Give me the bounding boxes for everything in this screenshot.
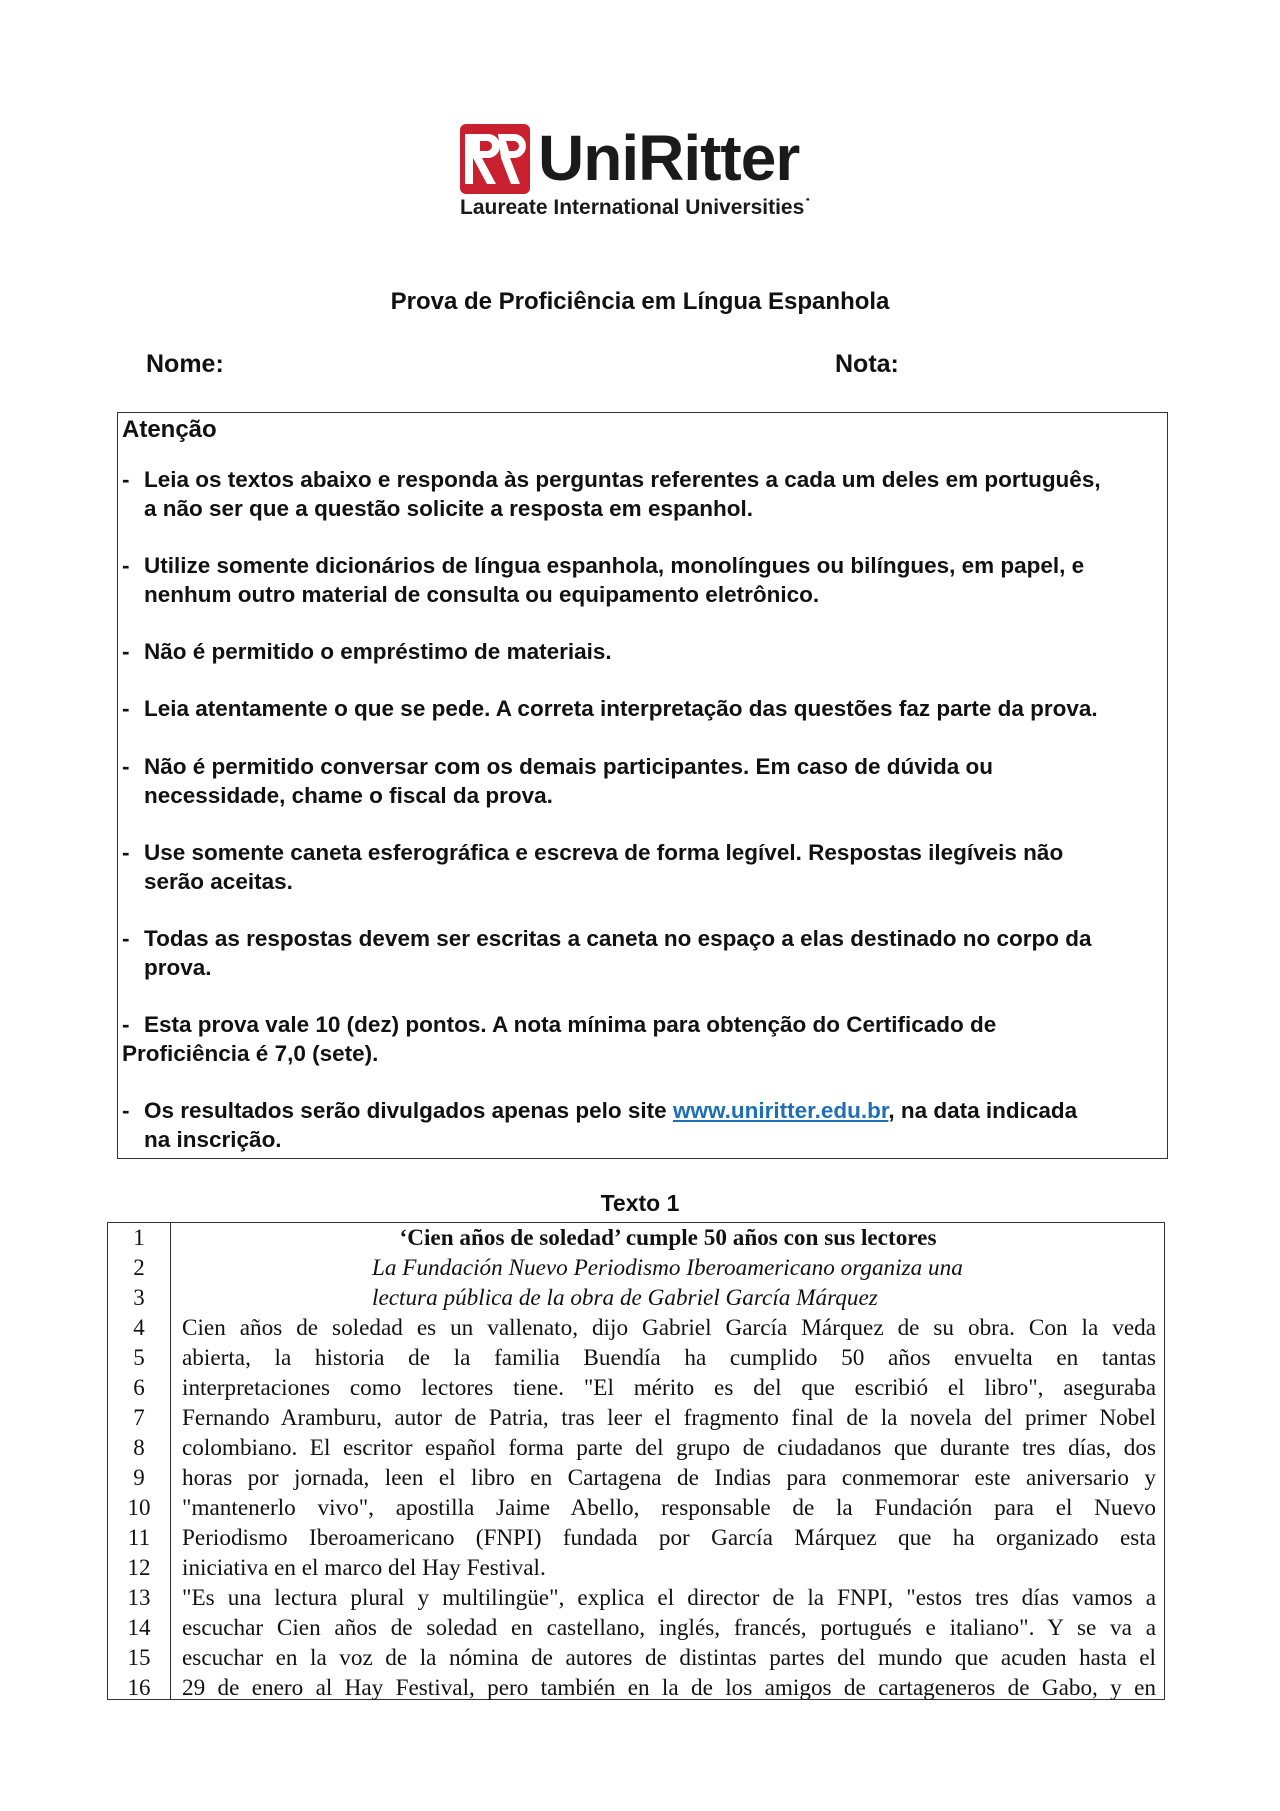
attention-item: - Leia os textos abaixo e responda às perguntas referentes a cada um deles em português, a não ser que a questão solicite a resposta em espanhol. (122, 467, 1101, 521)
uniritter-website-link[interactable]: www.uniritter.edu.br (672, 1098, 889, 1123)
attention-item: - Use somente caneta esferográfica e escreva de forma legível. Respostas ilegíveis não serão aceitas. (122, 840, 1064, 894)
text1-headline: ‘Cien años de soledad’ cumple 50 años con sus lectores (399, 1225, 937, 1251)
text1-body-line: colombiano. El escritor español forma parte del grupo de ciudadanos que durante tres días, dos (182, 1435, 1156, 1461)
text1-body-line: abierta, la historia de la familia Buendía ha cumplido 50 años envuelta en tantas (182, 1345, 1156, 1371)
attention-item: - Os resultados serão divulgados apenas pelo site www.uniritter.edu.br, na data indicada na inscrição. (122, 1098, 1078, 1152)
text1-subtitle: La Fundación Nuevo Periodismo Iberoamericano organiza una (372, 1255, 963, 1281)
line-number: 9 (133, 1465, 145, 1490)
line-number: 7 (133, 1405, 145, 1430)
grade-label: Nota: (835, 350, 899, 378)
line-number: 5 (133, 1345, 145, 1370)
text1-body-line: Cien años de soledad es un vallenato, dijo Gabriel García Márquez de su obra. Con la veda (182, 1315, 1156, 1341)
text1-body-line: horas por jornada, leen el libro en Cartagena de Indias para conmemorar este aniversario y (182, 1465, 1156, 1491)
line-number-column (108, 1223, 171, 1699)
text1-body-line: iniciativa en el marco del Hay Festival. (182, 1555, 546, 1581)
text1-body-line: "mantenerlo vivo", apostilla Jaime Abello, responsable de la Fundación para el Nuevo (182, 1495, 1156, 1521)
text1-subtitle: lectura pública de la obra de Gabriel García Márquez (372, 1285, 878, 1311)
text1-body-line: escuchar Cien años de soledad en castellano, inglés, francés, portugués e italiano". Y se va a (182, 1615, 1156, 1641)
text1-body-line: Fernando Aramburu, autor de Patria, tras leer el fragmento final de la novela del primer Nobel (182, 1405, 1156, 1431)
text1-body-line: 29 de enero al Hay Festival, pero también en la de los amigos de cartageneros de Gabo, y en (182, 1675, 1156, 1701)
attention-heading: Atenção (122, 416, 217, 443)
attention-box (117, 412, 1168, 1159)
attention-item: - Não é permitido conversar com os demais participantes. Em caso de dúvida ou necessidade, chame o fiscal da prova. (122, 754, 994, 808)
line-number: 2 (133, 1255, 145, 1280)
text1-table (107, 1222, 1165, 1700)
line-number: 3 (133, 1285, 145, 1310)
logo-wordmark: UniRitter (538, 122, 800, 194)
uniritter-logo-mark-icon (458, 122, 532, 196)
text1-label: Texto 1 (600, 1190, 680, 1216)
line-number: 1 (133, 1225, 145, 1250)
line-number: 15 (127, 1645, 151, 1670)
line-number: 11 (127, 1525, 151, 1550)
attention-item: - Esta prova vale 10 (dez) pontos. A nota mínima para obtenção do Certificado de Proficiência é 7,0 (sete). (122, 1012, 997, 1066)
attention-item: - Não é permitido o empréstimo de materiais. (122, 639, 612, 664)
line-number: 13 (127, 1585, 151, 1610)
attention-item: - Leia atentamente o que se pede. A correta interpretação das questões faz parte da prova. (122, 696, 1098, 721)
line-number: 4 (133, 1315, 145, 1340)
line-number: 6 (133, 1375, 145, 1400)
line-number: 16 (127, 1675, 151, 1700)
text1-body-line: "Es una lectura plural y multilingüe", explica el director de la FNPI, "estos tres días vamos a (182, 1585, 1156, 1611)
text1-body-line: escuchar en la voz de la nómina de autores de distintas partes del mundo que acuden hasta el (182, 1645, 1156, 1671)
line-number: 8 (133, 1435, 145, 1460)
uniritter-logo (458, 118, 838, 228)
line-number: 12 (127, 1555, 151, 1580)
line-number: 14 (127, 1615, 151, 1640)
line-number: 10 (127, 1495, 151, 1520)
page-title: Prova de Proficiência em Língua Espanhola (390, 288, 890, 315)
attention-item: - Todas as respostas devem ser escritas a caneta no espaço a elas destinado no corpo da prova. (122, 926, 1092, 980)
attention-item: - Utilize somente dicionários de língua espanhola, monolíngues ou bilíngues, em papel, e nenhum outro material de consulta ou equipamento eletrônico. (122, 553, 1085, 607)
logo-subtitle: Laureate International Universities˙ (460, 196, 812, 219)
name-label: Nome: (146, 350, 224, 378)
text1-body-line: Periodismo Iberoamericano (FNPI) fundada por García Márquez que ha organizado esta (182, 1525, 1156, 1551)
text1-body-line: interpretaciones como lectores tiene. "El mérito es del que escribió el libro", aseguraba (182, 1375, 1156, 1401)
